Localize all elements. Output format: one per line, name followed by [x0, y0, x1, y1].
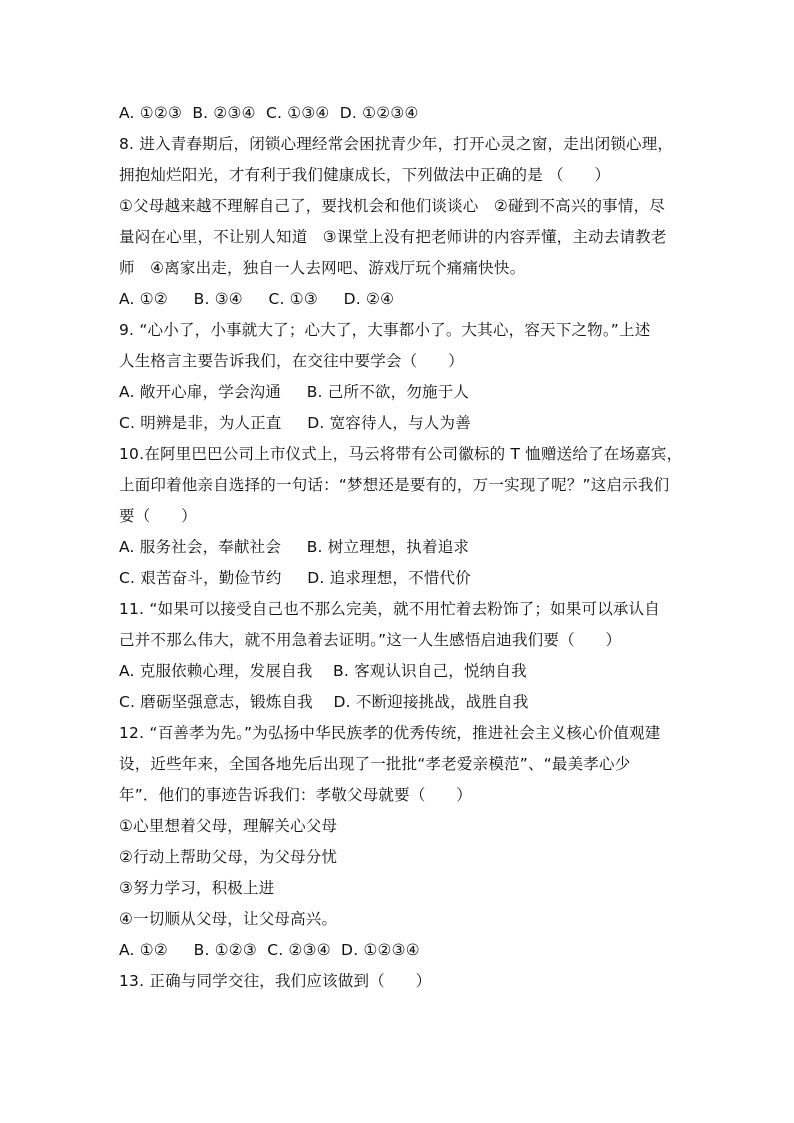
q9-options-cd: C. 明辨是非，为人正直 D. 宽容待人，与人为善 [119, 414, 471, 432]
q11-options-ab: A. 克服依赖心理，发展自我 B. 客观认识自己，悦纳自我 [119, 662, 527, 680]
q11-stem-line-2: 己并不那么伟大，就不用急着去证明。”这一人生感悟启迪我们要（ ） [119, 631, 622, 649]
q8-stem-line-2: 拥抱灿烂阳光，才有利于我们健康成长，下列做法中正确的是 （ ） [119, 166, 611, 184]
q8-options: A. ①② B. ③④ C. ①③ D. ②④ [119, 290, 395, 308]
q12-statement-2: ②行动上帮助父母，为父母分忧 [119, 848, 338, 866]
q9-stem-line-1: 9. “心小了，小事就大了；心大了，大事都小了。大其心，容天下之物。”上述 [119, 321, 651, 339]
q10-options-cd: C. 艰苦奋斗，勤俭节约 D. 追求理想，不惜代价 [119, 569, 471, 587]
q8-statement-line-1: ①父母越来越不理解自己了，要找机会和他们谈谈心 ②碰到不高兴的事情，尽 [119, 197, 665, 215]
q12-statement-3: ③努力学习，积极上进 [119, 879, 275, 897]
q9-options-ab: A. 敞开心扉，学会沟通 B. 己所不欲，勿施于人 [119, 383, 470, 401]
q8-statement-line-2: 量闷在心里，不让别人知道 ③课堂上没有把老师讲的内容弄懂，主动去请教老 [119, 228, 667, 246]
q12-statement-1: ①心里想着父母，理解关心父母 [119, 817, 338, 835]
q12-stem-line-2: 设，近些年来，全国各地先后出现了一批批“孝老爱亲模范”、“最美孝心少 [119, 755, 631, 773]
q12-options: A. ①② B. ①②③ C. ②③④ D. ①②③④ [119, 941, 420, 959]
q10-stem-line-1: 10.在阿里巴巴公司上市仪式上，马云将带有公司徽标的 T 恤赠送给了在场嘉宾， [119, 445, 683, 463]
q12-stem-line-3: 年”．他们的事迹告诉我们：孝敬父母就要（ ） [119, 786, 472, 804]
q11-options-cd: C. 磨砺坚强意志，锻炼自我 D. 不断迎接挑战，战胜自我 [119, 693, 529, 711]
document-page [119, 98, 683, 997]
q11-stem-line-1: 11. “如果可以接受自己也不那么完美，就不用忙着去粉饰了；如果可以承认自 [119, 600, 661, 618]
q8-stem-line-1: 8. 进入青春期后，闭锁心理经常会困扰青少年，打开心灵之窗，走出闭锁心理， [119, 135, 674, 153]
q9-stem-line-2: 人生格言主要告诉我们，在交往中要学会（ ） [119, 352, 464, 370]
q7-options: A. ①②③ B. ②③④ C. ①③④ D. ①②③④ [119, 104, 419, 122]
q12-stem-line-1: 12. “百善孝为先。”为弘扬中华民族孝的优秀传统，推进社会主义核心价值观建 [119, 724, 661, 742]
q8-statement-line-3: 师 ④离家出走，独自一人去网吧、游戏厅玩个痛痛快快。 [119, 259, 526, 277]
q10-options-ab: A. 服务社会，奉献社会 B. 树立理想，执着追求 [119, 538, 470, 556]
q12-statement-4: ④一切顺从父母，让父母高兴。 [119, 910, 338, 928]
q10-stem-line-3: 要（ ） [119, 507, 197, 525]
q13-stem: 13. 正确与同学交往，我们应该做到（ ） [119, 972, 432, 990]
q10-stem-line-2: 上面印着他亲自选择的一句话：“梦想还是要有的，万一实现了呢？”这启示我们 [119, 476, 670, 494]
